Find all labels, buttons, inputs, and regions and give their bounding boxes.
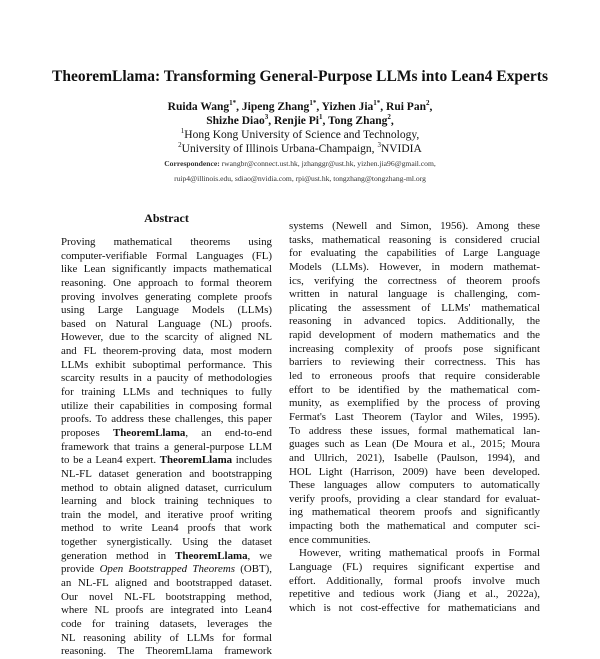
text-line: reasoning. The TheoremLlama framework [61,645,272,658]
text-line: tasks, mathematical reasoning is considered crucial [289,233,540,246]
text-line [61,550,272,564]
italic-term: Open Bootstrapped Theorems [99,563,235,576]
text-line: scarcity results in a paucity of methodologies [61,372,272,385]
text-line: written in natural language is challenging, com- [289,288,540,301]
text-line: Models (LLMs). However, in modern mathemat- [289,260,540,273]
bold-term: TheoremLlama [175,549,248,562]
text-line: based on Natural Language (NL) proofs. [61,317,272,330]
text-segment: NVIDIA [380,143,422,155]
text-line: Proving mathematical theorems using [61,236,272,248]
text-line: reasoning. One approach to formal theorem [61,276,272,289]
text-segment: , we [247,549,272,562]
text-segment: Ruida Wang [167,101,230,113]
text-line: for training LLMs and techniques to fully [61,386,272,399]
text-segment: University of Illinois Urbana-Champaign, [181,143,378,155]
affiliation-marker: 1* [373,99,381,108]
text-line: like Lean significantly impacts mathematical [61,263,272,276]
text-line: proofs. To address these challenges, this paper [61,413,272,426]
text-line: together synergistically. Using the dataset [61,536,272,549]
text-line: repetitive and tedious work (Jiang et al., 2022a), [289,588,540,601]
affiliation-marker: 1* [309,99,317,108]
text-line: method to write Lean4 proofs that work [61,522,272,535]
text-line: NL reasoning ability of LLMs for formal [61,631,272,644]
text-segment: proposes [61,426,113,439]
text-line: plicating the assessment of LLMs' mathematical [289,301,540,314]
text-segment: generation method in [61,549,176,562]
text-line: verify proofs, providing a clear standard for evaluat- [289,492,540,505]
text-line [61,427,272,441]
introduction-body [289,220,540,616]
text-segment: (OBT), [234,563,272,576]
text-segment: , Yizhen Jia [316,101,374,113]
affiliation-marker: 1* [229,99,237,108]
text-line: impacting both the mathematical and computer sci- [289,520,540,533]
text-segment: , [390,115,394,127]
affiliation-line [0,143,600,155]
text-line: Language (FL) requires significant expertise and [289,561,540,574]
text-line: However, due to the scarcity of aligned NL [61,331,272,344]
affiliation-marker: 2 [178,141,182,150]
affiliation-line [0,129,600,141]
affiliation-marker: 1 [318,113,323,122]
text-line: led to erroneous proofs that require considerable [289,370,540,383]
bold-term: TheoremLlama [159,454,233,467]
text-line: train the model, and iterative proof writing [61,508,272,521]
text-segment: to be a Lean4 expert. [61,454,160,467]
correspondence-line: ruip4@illinois.edu, sdiao@nvidia.com, rpi@ust.hk, tongzhang@tongzhang-ml.org [174,174,426,183]
text-segment: , [429,101,433,113]
text-line: LLMs exhibit suboptimal performance. This [61,358,272,371]
text-line: munity, as exemplified by the process of proving [289,397,540,410]
text-line: and Ullrich, 2021), Isabelle (Paulson, 1994), and [289,451,540,464]
text-line: These languages allow computers to automatically [289,479,540,492]
affiliation-marker: 3 [264,113,269,122]
text-line: for evaluating the capabilities of Large Language [289,247,540,260]
affiliation-marker: 1 [180,127,185,136]
correspondence-line [0,159,600,168]
text-line: computer-verifiable Formal Languages (FL) [61,249,272,262]
text-line: where NL proofs are integrated into Lean4 [61,604,272,617]
text-segment: Hong Kong University of Science and Technology, [184,129,420,141]
text-line: which is not cost-effective for mathematicians and [289,601,540,614]
text-line: effort. Additionally, formal proofs involve much [289,574,540,587]
text-line: guages such as Lean (De Moura et al., 2015; Moura [289,438,540,451]
text-line: reasoning in advanced topics. Additionally, the [289,315,540,328]
text-line: and FL theorem-proving data, most modern [61,345,272,358]
abstract-heading: Abstract [144,211,189,225]
text-line: NL-FL dataset generation and bootstrapping [61,467,272,480]
text-line: ing mathematical theorem proofs and significantly [289,506,540,519]
text-line [61,563,272,577]
text-line: framework that trains a general-purpose LLM [61,440,272,453]
text-line: HOL Light (Harrison, 2009) have been developed. [289,465,540,478]
affiliation-marker: 2 [387,113,391,122]
bold-term: TheoremLlama [112,426,186,439]
text-line: barriers to reviewing their correctness. This has [289,356,540,369]
text-segment: , Renjie Pi [268,115,319,127]
text-line: effort to be identified by the mathematical com- [289,383,540,396]
text-segment: Shizhe Diao [206,115,265,127]
text-line: systems (Newell and Simon, 1956). Among these [289,220,540,232]
text-line: To address these issues, formal mathematical lan- [289,424,540,437]
authors-line [0,115,600,127]
text-segment: includes [232,454,272,467]
text-line: code for training datasets, leverages the [61,617,272,630]
paper-title: TheoremLlama: Transforming General-Purpose LLMs into Lean4 Experts [52,68,548,85]
affiliation-marker: 3 [377,141,381,150]
text-line: rapid development of modern mathematics and the [289,329,540,342]
text-line: utilize their capabilities in composing formal [61,399,272,412]
text-line: using Large Language Models (LLMs) [61,304,272,317]
text-segment: , Tong Zhang [322,115,388,127]
text-line: Our novel NL-FL bootstrapping method, [61,590,272,603]
affiliation-marker: 2 [425,99,430,108]
abstract-body [61,236,272,659]
text-line: Fermat's Last Theorem (Taylor and Wiles, 1995). [289,410,540,423]
correspondence-emails: rwangbr@connect.ust.hk, jzhanggr@ust.hk, yizhen.jia96@gmail.com, [219,159,436,168]
text-segment: , Jipeng Zhang [236,101,310,113]
authors-line [0,101,600,113]
text-segment: provide [61,563,100,576]
text-segment: , Rui Pan [380,101,426,113]
correspondence-label: Correspondence: [164,159,220,168]
text-line: However, writing mathematical proofs in Formal [299,547,540,560]
text-line: increasing complexity of proofs pose significant [289,342,540,355]
text-line: ics, verifying the correctness of theorem proofs [289,274,540,287]
text-line: method to obtain aligned dataset, curriculum [61,481,272,494]
text-line: an NL-FL aligned and bootstrapped dataset. [61,577,272,590]
text-line [61,454,272,468]
text-line: ence communities. [289,533,371,546]
text-line: proving involves generating complete proofs [61,290,272,303]
text-line: learning and block training techniques to [61,495,272,508]
text-segment: , an end-to-end [185,426,272,439]
